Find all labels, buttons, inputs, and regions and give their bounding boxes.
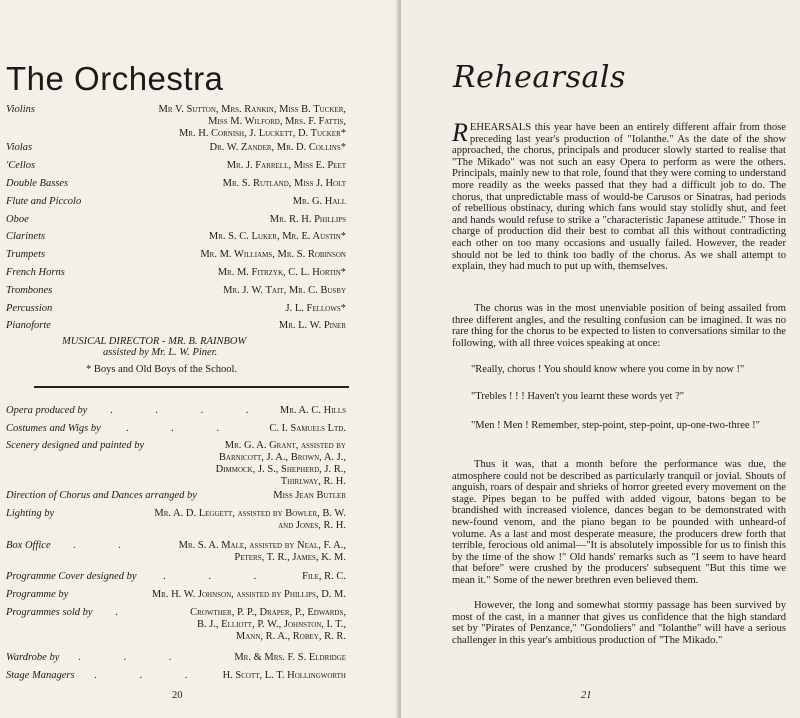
orchestra-label: Clarinets [6,231,46,242]
quote-2: "Trebles ! ! ! Haven't you learnt these words yet ?" [471,391,685,402]
credit-leader-dots: . . . [163,571,277,582]
orchestra-label: Double Basses [6,178,69,189]
orchestra-value [223,178,346,190]
credit-value [269,423,346,435]
orchestra-label: French Horns [6,267,65,278]
quote-3: "Men ! Men ! Remember, step-point, step-point, up-one-two-three !" [471,420,760,431]
orchestra-value-line: Mr. G. Hall [292,196,346,207]
credit-value [223,670,346,682]
credit-value-line: Barnicott, J. A., Brown, A. J., [218,452,346,463]
credit-value-line: Mann, R. A., Robey, R. R. [235,631,346,642]
orchestra-value-line: Mr. M. Williams, Mr. S. Robinson [200,249,346,260]
orchestra-value-line: Mr. J. Farrell, Miss E. Peet [226,160,346,171]
orchestra-label: Percussion [6,303,53,314]
orchestra-title: The Orchestra [6,60,224,97]
credit-label: Box Office [6,540,51,551]
credit-value [152,589,346,601]
credit-label: Programme by [6,589,69,600]
credit-value [302,571,346,583]
orchestra-value-line: Mr. L. W. Piner [278,320,346,331]
orchestra-value [286,303,346,315]
credit-leader-dots: . . . [126,423,240,434]
credit-leader-dots: . . . [78,652,192,663]
paragraph-2: The chorus was in the most unenviable position of being assailed from three different angles, and the resulting confusion can be imagined. It was no rare thing for the chorus to be expected to listen to conversations similar to the following, with all three voices speaking at once: [452,303,786,349]
paragraph-3: Thus it was, that a month before the performance was due, the atmosphere could not be described as particularly tranquil or jovial. Shouts of anguish, roars of despair and shrieks of horror greeted every movement on the stage. Pipes began to be puffed with added vigour, batons began to be brandished with increased violence, dances began to be demonstrated with new-found venom, and the piano began to be pounded with unheard-of volume. As a last and most desperate measure, the producers drew forth that terrible, ferocious old animal—"It is absolutely impossible for us to finish this by the time of the show !" Old hands' remarks such as "I seem to have heard that before" were crushed by the producers' subsequent "But this time we mean it." Some of the newer brethren even believed them. [452,459,786,586]
credit-value-line: Mr. G. A. Grant, assisted by [224,440,346,451]
credit-value-line: Mr. A. D. Leggett, assisted by Bowler, B. W. [154,508,346,519]
orchestra-value-line: Miss M. Wilford, Mrs. F. Fattis, [208,116,346,127]
credit-value-line: Peters, T. R., James, K. M. [234,552,346,563]
orchestra-label: 'Cellos [6,160,36,171]
orchestra-value [159,104,346,140]
orchestra-value [200,249,346,261]
orchestra-value-line: Mr. M. Fitrzyk, C. L. Hortin* [217,267,346,278]
orchestra-value [270,214,346,226]
paragraph-4: However, the long and somewhat stormy passage has been survived by most of the cast, in a manner that gives us confidence that the high standard set by "Pirates of Penzance," "Gondoliers" and "Iolanthe" will have a serious challenger in this year's ambitious production of "The Mikado." [452,600,786,646]
credit-label: Direction of Chorus and Dances arranged by [6,490,197,501]
orchestra-value [223,285,346,297]
credit-value-line: Mr. H. W. Johnson, assisted by Phillips, D. M. [151,589,346,600]
drop-cap: R [452,118,468,147]
credit-value-line: Mr. & Mrs. F. S. Eldridge [234,652,346,663]
paragraph-1: REHEARSALS this year have been an entirely different affair from those preceding last year's production of "Iolanthe." As the date of the show approached, the chorus, principals and producer slowly started to realise that "The Mikado" was not such an easy Opera to perform as were the others. Principals, mainly new to that role, found that they were coming to understand more readily as the weeks passed that they had a difficult job to do. The chorus, that unpredictable mass of would-be Carusos or Sinatras, had periods of rebellious obstinacy, during which fans would stay stolidly shut, and feet and hands would refuse to strike a "characteristic Japanese attitude." Those in charge of production did their best to combat all this without contradicting each other on too many occasions and usually failed. However, the reader should not be led to think too badly of the chorus. As we shall attempt to explain, they had much to put up with, themselves. [452,118,786,273]
orchestra-label: Trumpets [6,249,46,260]
credit-value-line: C. I. Samuels Ltd. [269,423,346,434]
orchestra-value-line: Mr. S. C. Luker, Mr. E. Austin* [208,231,346,242]
orchestra-label: Flute and Piccolo [6,196,82,207]
orchestra-value-line: Mr. H. Cornish, J. Luckett, D. Tucker* [178,128,346,139]
orchestra-value-line: Dr. W. Zander, Mr. D. Collins* [209,142,346,153]
credit-leader-dots: . . [73,540,141,551]
section-divider [34,386,349,388]
credit-label: Lighting by [6,508,55,519]
credit-label: Stage Managers [6,670,75,681]
credit-label: Programmes sold by [6,607,93,618]
page-number-right: 21 [581,690,592,701]
credit-leader-dots: . . . . [110,405,269,416]
orchestra-label: Trombones [6,285,53,296]
musical-director: MUSICAL DIRECTOR - MR. B. RAINBOW [62,336,247,347]
assisted-by: assisted by Mr. L. W. Piner. [103,347,218,358]
orchestra-label: Violins [6,104,35,115]
credit-value-line: Mr. S. A. Male, assisted by Neal, F. A., [178,540,346,551]
credit-value-line: Thirlway, R. H. [280,476,346,487]
orchestra-value [227,160,346,172]
orchestra-value [209,231,346,243]
orchestra-value [293,196,346,208]
orchestra-value [218,267,346,279]
page-number-left: 20 [172,690,183,701]
orchestra-label: Violas [6,142,33,153]
credit-value [273,490,346,502]
credit-leader-dots: . [115,607,139,618]
credit-value [190,607,346,643]
credit-value [179,540,346,564]
credit-leader-dots: . . . [94,670,208,681]
orchestra-value-line: Mr. R. H. Phillips [269,214,346,225]
rehearsals-title: Rehearsals [453,60,626,95]
credit-value-line: H. Scott, L. T. Hollingworth [222,670,346,681]
quote-1: "Really, chorus ! You should know where you come in by now !" [471,364,745,375]
orchestra-value-line: Mr. J. W. Tait, Mr. C. Busby [223,285,346,296]
orchestra-value [209,142,346,154]
credit-value-line: B. J., Elliott, P. W., Johnston, I. T., [196,619,346,630]
credit-label: Wardrobe by [6,652,60,663]
credit-value-line: Crowther, P. P., Draper, P., Edwards, [190,607,346,618]
credit-label: Scenery designed and painted by [6,440,145,451]
orchestra-value-line: Mr. S. Rutland, Miss J. Holt [222,178,346,189]
credit-value-line: Dimmock, J. S., Shepherd, J. R., [215,464,346,475]
right-page [401,0,800,718]
credit-label: Costumes and Wigs by [6,423,101,434]
credit-value-line: File, R. C. [302,571,346,582]
credit-value-line: and Jones, R. H. [278,520,346,531]
credit-value [216,440,346,488]
credit-label: Opera produced by [6,405,88,416]
credit-value [280,405,346,417]
orchestra-value-line: J. L. Fellows* [285,303,346,314]
credit-value-line: Miss Jean Butler [273,490,346,501]
credit-label: Programme Cover designed by [6,571,137,582]
orchestra-label: Pianoforte [6,320,51,331]
credit-value [154,508,346,532]
credit-value-line: Mr. A. C. Hills [279,405,346,416]
credit-value [234,652,346,664]
footnote: * Boys and Old Boys of the School. [86,364,238,375]
orchestra-label: Oboe [6,214,29,225]
orchestra-value [279,320,346,332]
orchestra-value-line: Mr V. Sutton, Mrs. Rankin, Miss B. Tucker, [158,104,346,115]
